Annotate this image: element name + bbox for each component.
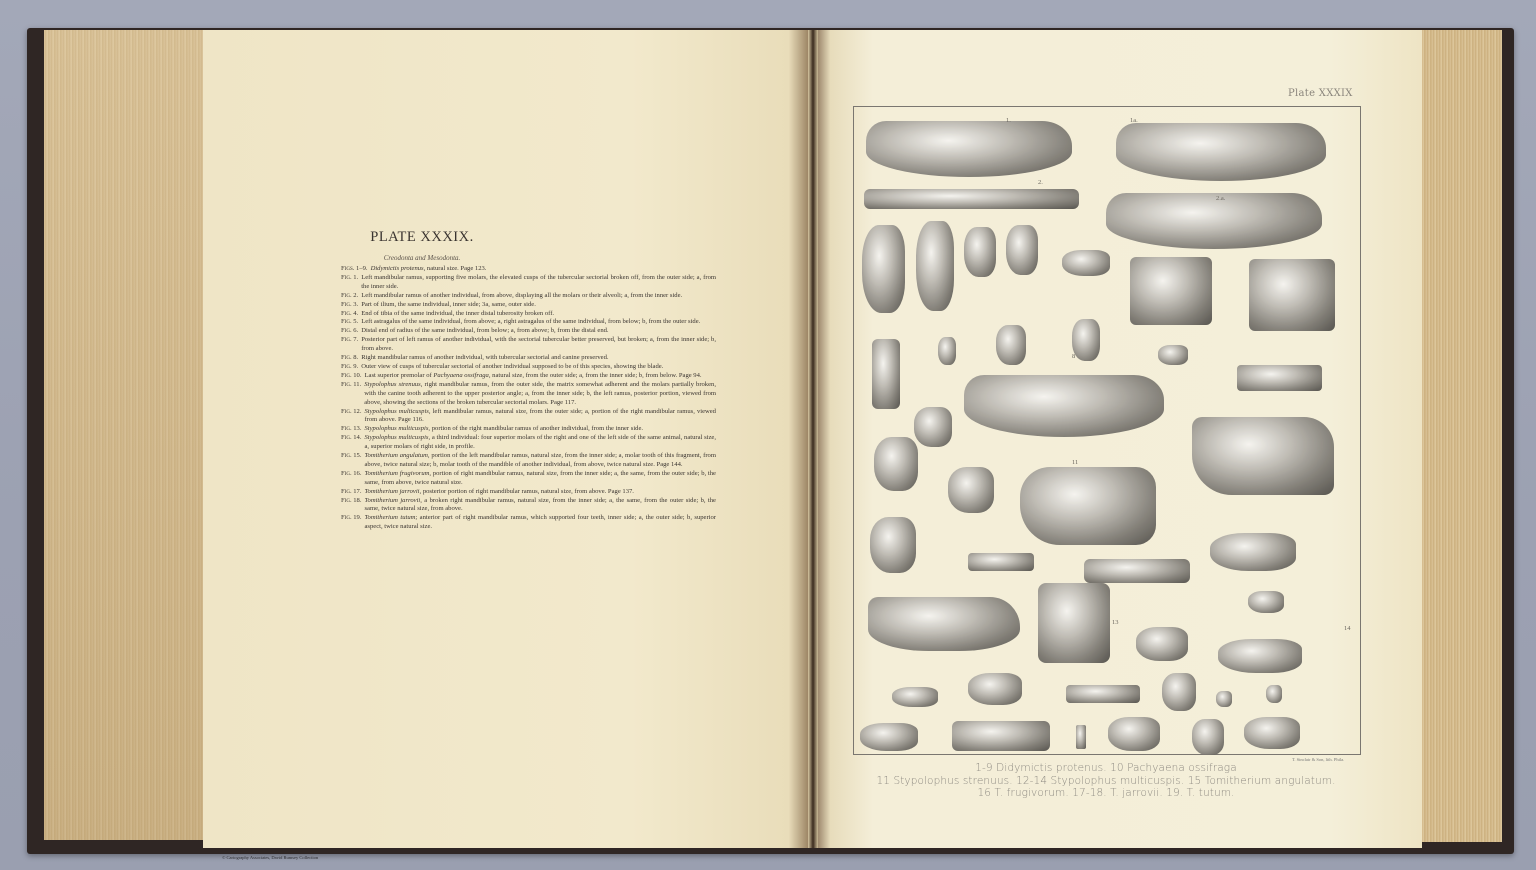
figure-caption [341, 363, 716, 372]
figure-caption [341, 434, 716, 452]
figure-number: Figs. 1–9. [341, 265, 368, 272]
figure-caption [341, 265, 716, 274]
figure-description: Distal end of radius of the same individual, from below; a, from above; b, from the distal end. [361, 327, 609, 335]
fig-label-2: 2. [1038, 179, 1043, 186]
book-gutter [808, 30, 818, 848]
copyright-notice: © Cartography Associates, David Rumsey Collection [222, 855, 319, 860]
fossil-fig-12a [968, 553, 1034, 571]
page-edges-left [44, 30, 204, 840]
figure-description: End of tibia of the same individual, the inner distal tuberosity broken off. [361, 309, 555, 317]
figure-description: Tomitherium frugivorum, portion of right mandibular ramus, natural size, from the inner side; a, the same, from the outer side; b, the same, from above, twice natural size. [364, 469, 716, 486]
figure-description: Left astragalus of the same individual, from above; a, right astragalus of the same individual, from below; b, from the outer side. [361, 318, 701, 326]
fossil-fig-13 [1038, 583, 1110, 663]
fossil-fig-15b [1266, 685, 1282, 703]
fossil-fig-18a [1192, 719, 1224, 755]
figure-description: Left mandibular ramus, supporting five molars, the elevated cusps of the tubercular sectorial broken off, from the outer side; a, from the inner side. [361, 273, 716, 290]
fossil-fig-1 [866, 121, 1072, 177]
plate-subtitle: Creodonta and Mesodonta. [383, 254, 461, 262]
plate-caption-line-1: 1-9 Didymictis protenus. 10 Pachyaena ossifraga [975, 762, 1237, 774]
figure-description: Tomitherium jarrovii, a broken right mandibular ramus, natural size, from the inner side; a, the same, from the outer side; b, the same, twice natural size, from above. [364, 496, 716, 513]
figure-caption [341, 274, 716, 292]
figure-caption [341, 425, 716, 434]
fossil-fig-18b [860, 723, 918, 751]
fossil-fig-10b [948, 467, 994, 513]
fossil-fig-5 [964, 227, 996, 277]
figure-captions [341, 265, 716, 532]
fossil-fig-11a [1192, 417, 1334, 495]
fossil-fig-5c [914, 407, 952, 447]
figure-description: Stypolophus multicuspis, left mandibular ramus, natural size, from the outer side; a, portion of the right mandibular ramus, viewed from above. Page 116. [364, 407, 716, 424]
fossil-fig-5a [1006, 225, 1038, 275]
fossil-fig-6b [1158, 345, 1188, 365]
fossil-fig-9 [938, 337, 956, 365]
fossil-fig-14-small [1248, 591, 1284, 613]
plate-title: PLATE XXXIX. [370, 229, 474, 245]
figure-description: Part of ilium, the same individual, inner side; 3a, same, outer side. [361, 300, 536, 308]
fossil-fig-1a [1116, 123, 1326, 181]
figure-number: Fig. 5. [341, 318, 359, 326]
fossil-fig-15 [1076, 725, 1086, 749]
plate-caption-line-2: 11 Stypolophus strenuus. 12-14 Stypolophus multicuspis. 15 Tomitherium angulatum. [876, 774, 1336, 787]
fossil-fig-2 [864, 189, 1079, 209]
fig-label-8: 8 [1072, 353, 1076, 360]
figure-caption [341, 318, 716, 327]
figure-number: Fig. 1. [341, 273, 359, 281]
fossil-fig-14 [1218, 639, 1302, 673]
engraver-credit: T. Sinclair & Son, lith. Phila. [1292, 757, 1345, 762]
figure-caption [341, 497, 716, 515]
figure-number: Fig. 3. [341, 300, 359, 308]
figure-caption [341, 514, 716, 532]
figure-description: Outer view of cusps of tubercular sectorial of another individual supposed to be of this species, showing the blade. [361, 362, 664, 370]
figure-caption [341, 336, 716, 354]
fossil-fig-19b [952, 721, 1050, 751]
fossil-fig-18 [1162, 673, 1196, 711]
figure-caption [341, 408, 716, 426]
fig-label-1: 1. [1006, 117, 1011, 124]
figure-caption [341, 381, 716, 408]
figure-caption [341, 470, 716, 488]
figure-description: Stypolophus multicuspis, a third individual: four superior molars of the right and one of the left side of the same animal, natural size, a, superior molars of right side, in profile. [364, 434, 716, 451]
fig-label-14: 14 [1344, 625, 1351, 632]
figure-description: Last superior premolar of Pachyaena ossifraga, natural size, from the outer side; a, from the inner side; b, from below. Page 94. [364, 371, 702, 379]
figure-number: Fig. 6. [341, 327, 359, 335]
figure-caption [341, 310, 716, 319]
fossil-fig-6a [1072, 319, 1100, 361]
fossil-fig-10 [874, 437, 918, 491]
fig-label-1a: 1a. [1130, 117, 1138, 124]
fossil-fig-16b [1066, 685, 1140, 703]
figure-number: Fig. 16. [341, 469, 362, 477]
page-edges-right [1420, 30, 1502, 842]
fossil-fig-16 [1136, 627, 1188, 661]
fossil-fig-5b [1062, 250, 1110, 276]
figure-number: Fig. 2. [341, 291, 359, 299]
fossil-fig-8 [964, 375, 1164, 437]
figure-number: Fig. 15. [341, 452, 362, 460]
fossil-fig-10a [870, 517, 916, 573]
figure-number: Fig. 7. [341, 336, 359, 344]
plate-caption [853, 762, 1359, 800]
figure-caption [341, 327, 716, 336]
figure-description: Tomitherium tutum; anterior part of right mandibular ramus, which supported four teeth, inner side; a, the outer side; b, superior aspect, twice natural size. [364, 514, 716, 531]
figure-description: Tomitherium jarrovii, posterior portion of right mandibular ramus, natural size, from above. Page 137. [364, 487, 634, 495]
fossil-fig-6 [996, 325, 1026, 365]
figure-description: Didymictis protenus, natural size. Page 123. [370, 265, 487, 272]
figure-number: Fig. 18. [341, 496, 362, 504]
fossil-fig-19 [1108, 717, 1160, 751]
fossil-fig-3a [916, 221, 954, 311]
figure-description: Left mandibular ramus of another individual, from above, displaying all the molars or their alveoli; a, from the inner side. [361, 291, 683, 299]
fossil-fig-7b [1237, 365, 1322, 391]
plate-illustration-frame [853, 106, 1361, 755]
plate-caption-line-3: 16 T. frugivorum. 17-18. T. jarrovii. 19. T. tutum. [977, 787, 1235, 799]
fossil-fig-3 [862, 225, 905, 313]
fossil-fig-4 [872, 339, 900, 409]
fossil-fig-15a [1216, 691, 1232, 707]
figure-caption [341, 372, 716, 381]
fig-label-13: 13 [1112, 619, 1119, 626]
figure-number: Fig. 12. [341, 407, 362, 415]
fossil-fig-7a [1249, 259, 1335, 331]
fossil-fig-17 [892, 687, 938, 707]
figure-number: Fig. 19. [341, 514, 362, 522]
plate-label: Plate XXXIX [1288, 88, 1353, 99]
figure-description: Stypolophus strenuus, right mandibular ramus, from the outer side, the matrix somewhat adherent and the molars partially broken, with the canine tooth adherent to the upper posterior angle; a, from the inner side; b, the left ramus, posterior portion, viewed from above, showing the sections of the broken tubercular sectorial molars. Page 117. [364, 380, 716, 406]
fossil-fig-14a [1210, 533, 1296, 571]
figure-number: Fig. 8. [341, 354, 359, 362]
figure-caption [341, 292, 716, 301]
fig-label-11: 11 [1072, 459, 1079, 466]
figure-number: Fig. 4. [341, 309, 359, 317]
figure-caption [341, 354, 716, 363]
figure-caption [341, 452, 716, 470]
figure-number: Fig. 14. [341, 434, 362, 442]
figure-description: Posterior part of left ramus of another individual, with the sectorial tubercular better preserved, but broken; a, from the inner side; b, from above. [361, 336, 716, 353]
figure-number: Fig. 17. [341, 487, 362, 495]
figure-description: Right mandibular ramus of another individual, with tubercular sectorial and canine preserved. [361, 354, 609, 362]
fossil-fig-12 [868, 597, 1020, 651]
figure-caption [341, 301, 716, 310]
fossil-fig-16a [968, 673, 1022, 705]
figure-number: Fig. 11. [341, 380, 362, 388]
fossil-fig-7 [1130, 257, 1212, 325]
figure-caption [341, 488, 716, 497]
fossil-fig-19a [1244, 717, 1300, 749]
figure-number: Fig. 10. [341, 371, 362, 379]
figure-number: Fig. 9. [341, 362, 359, 370]
figure-number: Fig. 13. [341, 425, 362, 433]
fossil-fig-11b [1084, 559, 1190, 583]
fossil-fig-2a [1106, 193, 1322, 249]
fossil-fig-11 [1020, 467, 1156, 545]
figure-description: Stypolophus multicuspis, portion of the right mandibular ramus of another individual, from the inner side. [364, 425, 644, 433]
fig-label-2a: 2.a. [1216, 195, 1226, 202]
figure-description: Tomitherium angulatum, portion of the left mandibular ramus, natural size, from the inner side; a, molar tooth of this fragment, from above, twice natural size; b, molar tooth of the mandible of another individual, from above, twice natural size. Page 144. [364, 452, 716, 468]
